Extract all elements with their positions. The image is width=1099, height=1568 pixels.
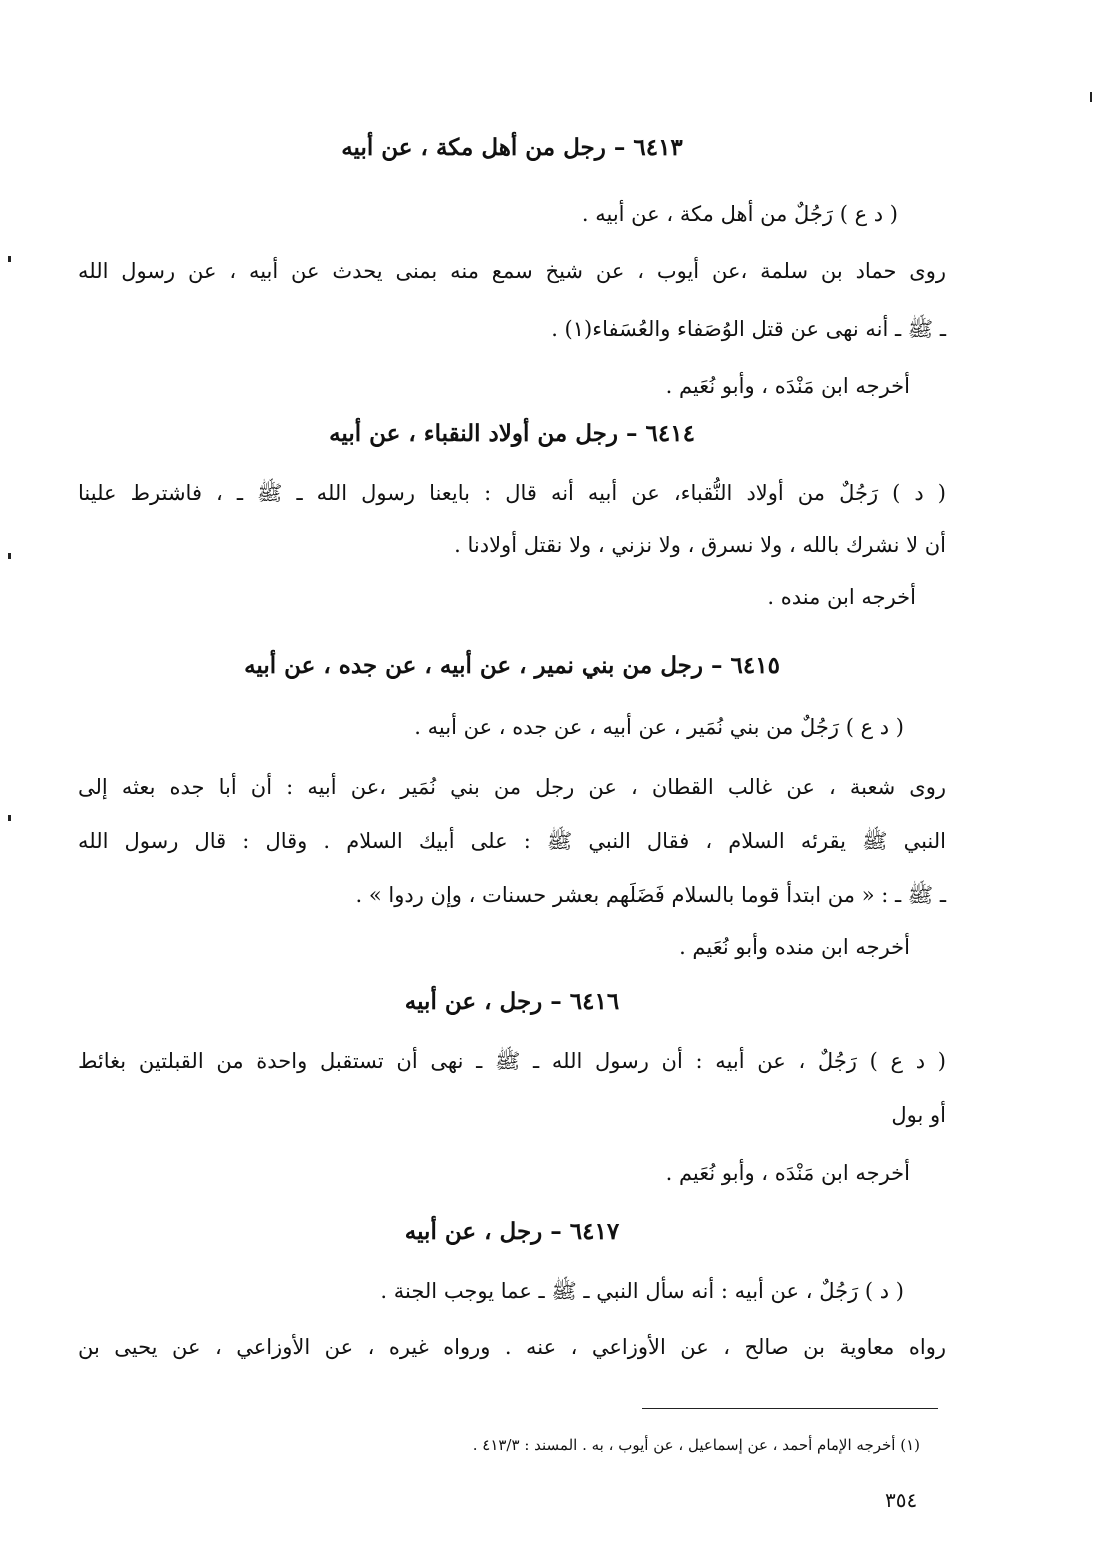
scan-speck bbox=[8, 553, 11, 559]
entry-line: ـ ﷺ ـ : « من ابتدأ قوما بالسلام فَضَلَهم بعشر حسنات ، وإن ردوا » . bbox=[355, 883, 946, 907]
entry-line: رواه معاوية بن صالح ، عن الأوزاعي ، عنه . ورواه غيره ، عن الأوزاعي ، عن يحيى بن bbox=[78, 1335, 946, 1359]
entry-line: ( د ع ) رَجُلٌ من بني نُمَير ، عن أبيه ، عن جده ، عن أبيه . bbox=[414, 715, 904, 739]
entry-line: روى شعبة ، عن غالب القطان ، عن رجل من بني نُمَير ،عن أبيه : أن أبا جده بعثه إلى bbox=[78, 775, 946, 799]
entry-line: أو بول bbox=[891, 1103, 946, 1127]
entry-line: النبي ﷺ يقرئه السلام ، فقال النبي ﷺ : على أبيك السلام . وقال : قال رسول الله bbox=[78, 829, 946, 853]
entry-line: أخرجه ابن منده وأبو نُعَيم . bbox=[679, 935, 910, 959]
entry-line: أن لا نشرك بالله ، ولا نسرق ، ولا نزني ، ولا نقتل أولادنا . bbox=[454, 533, 946, 557]
entry-heading: ٦٤١٣ – رجل من أهل مكة ، عن أبيه bbox=[341, 134, 683, 161]
entry-line: أخرجه ابن مَنْدَه ، وأبو نُعَيم . bbox=[665, 374, 910, 398]
footnote-divider bbox=[642, 1408, 938, 1409]
footnote: (١) أخرجه الإمام أحمد ، عن إسماعيل ، عن أيوب ، به . المسند : ٤١٣/٣ . bbox=[472, 1436, 920, 1454]
entry-heading: ٦٤١٦ – رجل ، عن أبيه bbox=[404, 988, 620, 1015]
entry-heading: ٦٤١٤ – رجل من أولاد النقباء ، عن أبيه bbox=[329, 420, 695, 447]
page-number: ٣٥٤ bbox=[885, 1488, 918, 1512]
entry-line: ( د ) رَجُلٌ ، عن أبيه : أنه سأل النبي ـ ﷺ ـ عما يوجب الجنة . bbox=[380, 1279, 904, 1303]
entry-line: ( د ) رَجُلٌ من أولاد النُّقباء، عن أبيه أنه قال : بايعنا رسول الله ـ ﷺ ـ ، فاشترط علينا bbox=[78, 481, 946, 505]
entry-line: ( د ع ) رَجُلٌ ، عن أبيه : أن رسول الله ـ ﷺ ـ نهى أن تستقبل واحدة من القبلتين بغائط bbox=[78, 1049, 946, 1073]
entry-heading: ٦٤١٥ – رجل من بني نمير ، عن أبيه ، عن جده ، عن أبيه bbox=[244, 652, 780, 679]
entry-line: ـ ﷺ ـ أنه نهى عن قتل الوُصَفاء والعُسَفاء(١) . bbox=[551, 317, 946, 341]
entry-line: ( د ع ) رَجُلٌ من أهل مكة ، عن أبيه . bbox=[581, 202, 898, 226]
scan-speck bbox=[1090, 92, 1092, 102]
scan-speck bbox=[8, 815, 11, 821]
scan-speck bbox=[8, 256, 11, 262]
entry-heading: ٦٤١٧ – رجل ، عن أبيه bbox=[404, 1218, 620, 1245]
entry-line: أخرجه ابن مَنْدَه ، وأبو نُعَيم . bbox=[665, 1161, 910, 1185]
entry-line: روى حماد بن سلمة ،عن أيوب ، عن شيخ سمع منه بمنى يحدث عن أبيه ، عن رسول الله bbox=[78, 259, 946, 283]
entry-line: أخرجه ابن منده . bbox=[767, 585, 916, 609]
